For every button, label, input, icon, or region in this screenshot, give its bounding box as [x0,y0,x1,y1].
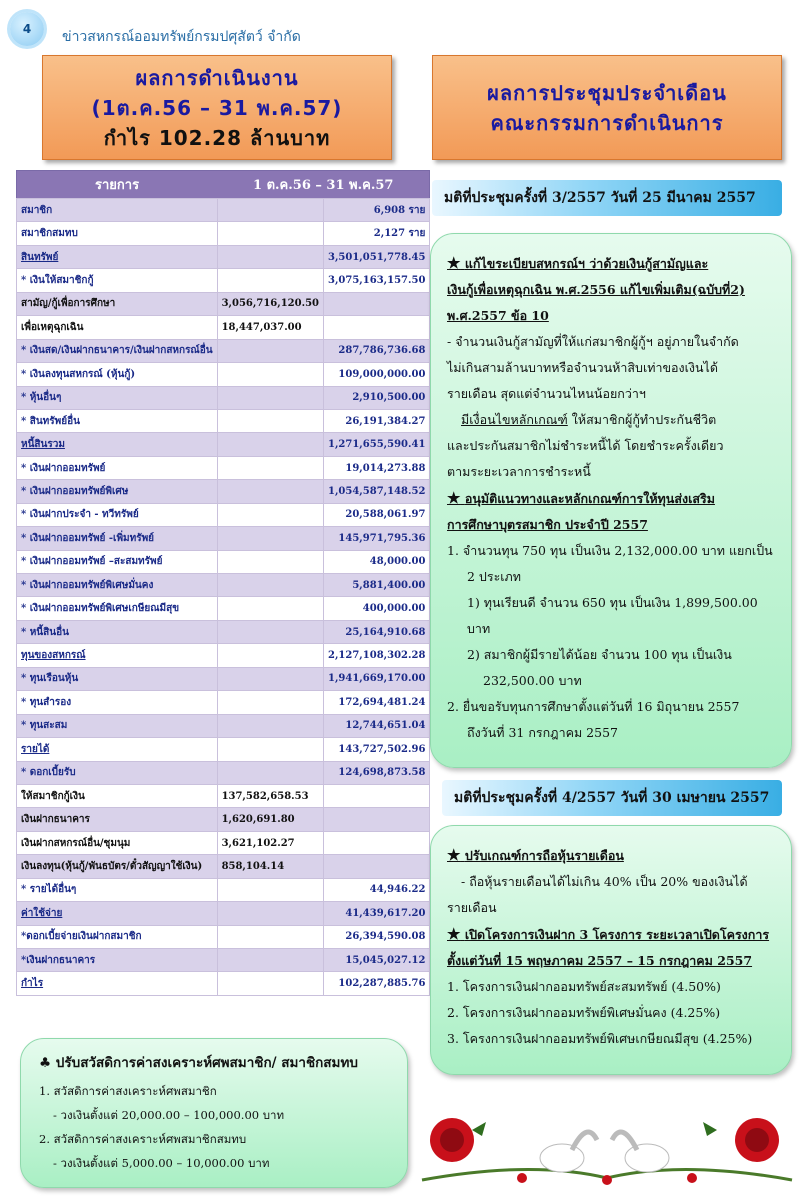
row-label: * เงินฝากออมทรัพย์ [17,456,218,479]
page-number-badge [10,12,44,46]
m1-topic-2-line-1: ★ อนุมัติแนวทางและหลักเกณฑ์การให้ทุนส่งเสริม [447,489,715,507]
row-label: * หนี้สินอื่น [17,620,218,643]
header-period: 1 ต.ค.56 – 31 พ.ค.57 [217,171,430,199]
row-value: 12,744,651.04 [323,714,429,737]
table-row [17,714,430,737]
table-row [17,222,430,245]
table-header-row [17,171,430,199]
row-label: ให้สมาชิกกู้เงิน [17,784,218,807]
row-label: กำไร [17,972,218,995]
m1-para-1-line-3: รายเดือน สุดแต่จำนวนไหนน้อยกว่าฯ [447,386,646,401]
row-subvalue [217,222,323,245]
m1-topic-1-line-3: พ.ศ.2557 ข้อ 10 [447,308,549,323]
row-value: 44,946.22 [323,878,429,901]
row-subvalue [217,878,323,901]
m1-sub-1: 1) ทุนเรียนดี จำนวน 650 ทุน เป็นเงิน 1,899,500.00 บาท [467,595,758,636]
row-value [323,855,429,878]
roses-swans-decoration [412,1100,802,1196]
m2-para-1-line-1: - ถือหุ้นรายเดือนได้ไม่เกิน 40% เป็น 20% ของเงินได้ [461,874,748,889]
welfare-item-2-detail: - วงเงินตั้งแต่ 5,000.00 – 10,000.00 บาท [53,1156,270,1170]
row-subvalue [217,503,323,526]
row-label: รายได้ [17,738,218,761]
header-item: รายการ [17,171,218,199]
row-subvalue [217,902,323,925]
m1-para-2-line-1: มีเงื่อนไขหลักเกณฑ์ ให้สมาชิกผู้กู้ทำประกันชีวิต [461,412,717,427]
table-row [17,480,430,503]
table-row [17,902,430,925]
row-value: 2,910,500.00 [323,386,429,409]
row-value: 124,698,873.58 [323,761,429,784]
row-subvalue [217,386,323,409]
row-value [323,808,429,831]
row-value: 1,271,655,590.41 [323,433,429,456]
row-subvalue [217,527,323,550]
table-row [17,784,430,807]
row-value: 48,000.00 [323,550,429,573]
row-subvalue: 3,056,716,120.50 [217,292,323,315]
row-label: * เงินฝากออมทรัพย์พิเศษมั่นคง [17,574,218,597]
row-subvalue: 1,620,691.80 [217,808,323,831]
row-subvalue [217,480,323,503]
row-label: เงินฝากสหกรณ์อื่น/ชุมนุม [17,831,218,854]
row-label: หนี้สินรวม [17,433,218,456]
row-label: * ทุนเรือนหุ้น [17,667,218,690]
table-row [17,925,430,948]
row-value: 1,054,587,148.52 [323,480,429,503]
m1-item-1-line-2: 2 ประเภท [467,569,522,584]
m1-para-1-line-2: ไม่เกินสามล้านบาทหรือจำนวนห้าสิบเท่าของเงินได้ [447,360,718,375]
table-row [17,855,430,878]
performance-title: ผลการดำเนินงาน [135,65,299,90]
table-row [17,738,430,761]
row-subvalue [217,738,323,761]
row-value: 5,881,400.00 [323,574,429,597]
table-row [17,597,430,620]
row-value [323,292,429,315]
table-row [17,831,430,854]
row-value: 26,394,590.08 [323,925,429,948]
row-label: * หุ้นอื่นๆ [17,386,218,409]
row-subvalue [217,597,323,620]
table-row [17,339,430,362]
table-row [17,667,430,690]
row-value: 109,000,000.00 [323,363,429,386]
row-label: * เงินให้สมาชิกกู้ [17,269,218,292]
m1-item-1-line-1: 1. จำนวนทุน 750 ทุน เป็นเงิน 2,132,000.00 บาท แยกเป็น [447,543,773,558]
table-row [17,878,430,901]
row-label: เงินฝากธนาคาร [17,808,218,831]
row-subvalue: 3,621,102.27 [217,831,323,854]
row-label: * เงินฝากออมทรัพย์พิเศษเกษียณมีสุข [17,597,218,620]
row-subvalue [217,644,323,667]
m1-para-2-line-2: และประกันสมาชิกไม่ชำระหนี้ได้ โดยชำระครั้งเดียว [447,438,724,453]
table-row [17,503,430,526]
meeting-1-box [430,233,792,768]
row-label: *ดอกเบี้ยจ่ายเงินฝากสมาชิก [17,925,218,948]
welfare-item-2: 2. สวัสดิการค่าสงเคราะห์ศพสมาชิกสมทบ [39,1132,247,1146]
table-row [17,433,430,456]
welfare-item-1: 1. สวัสดิการค่าสงเคราะห์ศพสมาชิก [39,1084,217,1098]
m1-sub-2-line-2: 232,500.00 บาท [483,673,582,688]
m2-topic-2-line-1: ★ เปิดโครงการเงินฝาก 3 โครงการ ระยะเวลาเปิดโครงการ [447,925,770,943]
row-label: * เงินสด/เงินฝากธนาคาร/เงินฝากสหกรณ์อื่น [17,339,218,362]
row-value: 3,075,163,157.50 [323,269,429,292]
row-subvalue [217,245,323,268]
table-row [17,199,430,222]
row-label: สมาชิก [17,199,218,222]
m2-project-1: 1. โครงการเงินฝากออมทรัพย์สะสมทรัพย์ (4.50%) [447,979,721,994]
row-value: 20,588,061.97 [323,503,429,526]
m1-para-2-line-3: ตามระยะเวลาการชำระหนี้ [447,464,591,479]
m1-topic-1-line-1: ★ แก้ไขระเบียบสหกรณ์ฯ ว่าด้วยเงินกู้สามัญและ [447,254,709,272]
m1-item-2-line-1: 2. ยื่นขอรับทุนการศึกษาตั้งแต่วันที่ 16 มิถุนายน 2557 [447,699,740,714]
row-value: 400,000.00 [323,597,429,620]
row-label: สามัญ/กู้เพื่อการศึกษา [17,292,218,315]
star-icon: ★ [447,489,461,507]
financial-table [16,170,430,996]
row-value [323,784,429,807]
table-row [17,691,430,714]
welfare-item-1-detail: - วงเงินตั้งแต่ 20,000.00 – 100,000.00 บาท [53,1108,285,1122]
row-subvalue [217,269,323,292]
table-row [17,245,430,268]
star-icon: ★ [447,846,461,864]
row-label: * เงินฝากออมทรัพย์ -เพิ่มทรัพย์ [17,527,218,550]
row-value: 287,786,736.68 [323,339,429,362]
table-row [17,972,430,995]
table-row [17,527,430,550]
table-row [17,292,430,315]
row-value: 143,727,502.96 [323,738,429,761]
row-label: * ทุนสะสม [17,714,218,737]
table-row [17,808,430,831]
row-subvalue [217,339,323,362]
row-label: เพื่อเหตุฉุกเฉิน [17,316,218,339]
meeting-1-banner: มติที่ประชุมครั้งที่ 3/2557 วันที่ 25 มีนาคม 2557 [432,180,782,216]
performance-period: (1ต.ค.56 – 31 พ.ค.57) [91,95,343,120]
row-label: * เงินฝากออมทรัพย์พิเศษ [17,480,218,503]
row-subvalue: 137,582,658.53 [217,784,323,807]
table-row [17,949,430,972]
table-row [17,316,430,339]
table-row [17,269,430,292]
m2-project-2: 2. โครงการเงินฝากออมทรัพย์พิเศษมั่นคง (4.25%) [447,1005,721,1020]
table-row [17,644,430,667]
row-subvalue: 18,447,037.00 [217,316,323,339]
row-label: * เงินฝากประจำ - ทวีทรัพย์ [17,503,218,526]
table-row [17,386,430,409]
row-subvalue [217,574,323,597]
row-value: 19,014,273.88 [323,456,429,479]
row-label: * รายได้อื่นๆ [17,878,218,901]
row-subvalue [217,199,323,222]
table-row [17,363,430,386]
row-value: 2,127,108,302.28 [323,644,429,667]
meeting-2-banner: มติที่ประชุมครั้งที่ 4/2557 วันที่ 30 เมษายน 2557 [442,780,782,816]
m2-topic-2-line-2: ตั้งแต่วันที่ 15 พฤษภาคม 2557 – 15 กรกฎาคม 2557 [447,953,753,968]
row-subvalue [217,409,323,432]
row-subvalue [217,363,323,386]
star-icon: ★ [447,254,461,272]
row-label: * ทุนสำรอง [17,691,218,714]
m2-topic-1: ★ ปรับเกณฑ์การถือหุ้นรายเดือน [447,846,624,864]
table-row [17,574,430,597]
star-icon: ★ [447,925,461,943]
row-value: 25,164,910.68 [323,620,429,643]
row-label: สินทรัพย์ [17,245,218,268]
m2-para-1-line-2: รายเดือน [447,900,497,915]
row-subvalue [217,761,323,784]
m1-para-1-line-1: - จำนวนเงินกู้สามัญที่ให้แก่สมาชิกผู้กู้ฯ อยู่ภายในจำกัด [447,334,739,349]
m1-item-2-line-2: ถึงวันที่ 31 กรกฎาคม 2557 [467,725,618,740]
row-subvalue [217,925,323,948]
row-subvalue [217,949,323,972]
meeting-title-box [432,55,782,160]
page-number: 4 [22,22,32,36]
row-value: 41,439,617.20 [323,902,429,925]
row-label: * เงินลงทุนสหกรณ์ (หุ้นกู้) [17,363,218,386]
m1-topic-1-line-2: เงินกู้เพื่อเหตุฉุกเฉิน พ.ศ.2556 แก้ไขเพิ่มเติม(ฉบับที่2) [447,282,745,297]
row-value [323,316,429,339]
row-value: 3,501,051,778.45 [323,245,429,268]
table-row [17,409,430,432]
row-value [323,831,429,854]
committee-title: คณะกรรมการดำเนินการ [490,110,724,135]
row-value: 15,045,027.12 [323,949,429,972]
row-subvalue [217,714,323,737]
row-value: 2,127 ราย [323,222,429,245]
row-value: 26,191,384.27 [323,409,429,432]
performance-title-box [42,55,392,160]
row-value: 172,694,481.24 [323,691,429,714]
welfare-box [20,1038,408,1188]
m1-sub-2-line-1: 2) สมาชิกผู้มีรายได้น้อย จำนวน 100 ทุน เป็นเงิน [467,647,732,662]
row-subvalue [217,433,323,456]
row-label: ทุนของสหกรณ์ [17,644,218,667]
row-label: สมาชิกสมทบ [17,222,218,245]
row-label: * ดอกเบี้ยรับ [17,761,218,784]
row-value: 145,971,795.36 [323,527,429,550]
row-label: เงินลงทุน(หุ้นกู้/พันธบัตร/ตั๋วสัญญาใช้เงิน) [17,855,218,878]
row-value: 1,941,669,170.00 [323,667,429,690]
table-row [17,620,430,643]
row-value: 102,287,885.76 [323,972,429,995]
welfare-title: ♣ ปรับสวัสดิการค่าสงเคราะห์ศพสมาชิก/ สมาชิกสมทบ [39,1055,358,1071]
row-subvalue [217,972,323,995]
row-value: 6,908 ราย [323,199,429,222]
performance-profit: กำไร 102.28 ล้านบาท [103,125,331,150]
row-subvalue [217,456,323,479]
table-row [17,550,430,573]
meeting-2-box [430,825,792,1075]
row-subvalue [217,550,323,573]
row-label: *เงินฝากธนาคาร [17,949,218,972]
row-subvalue [217,691,323,714]
row-label: * สินทรัพย์อื่น [17,409,218,432]
m2-project-3: 3. โครงการเงินฝากออมทรัพย์พิเศษเกษียณมีสุข (4.25%) [447,1031,753,1046]
row-subvalue [217,667,323,690]
meeting-title: ผลการประชุมประจำเดือน [487,80,727,105]
newsletter-title: ข่าวสหกรณ์ออมทรัพย์กรมปศุสัตว์ จำกัด [62,29,301,45]
row-label: ค่าใช้จ่าย [17,902,218,925]
row-subvalue: 858,104.14 [217,855,323,878]
row-subvalue [217,620,323,643]
financial-table-body [17,199,430,996]
m1-topic-2-line-2: การศึกษาบุตรสมาชิก ประจำปี 2557 [447,517,648,532]
table-row [17,456,430,479]
table-row [17,761,430,784]
row-label: * เงินฝากออมทรัพย์ –สะสมทรัพย์ [17,550,218,573]
